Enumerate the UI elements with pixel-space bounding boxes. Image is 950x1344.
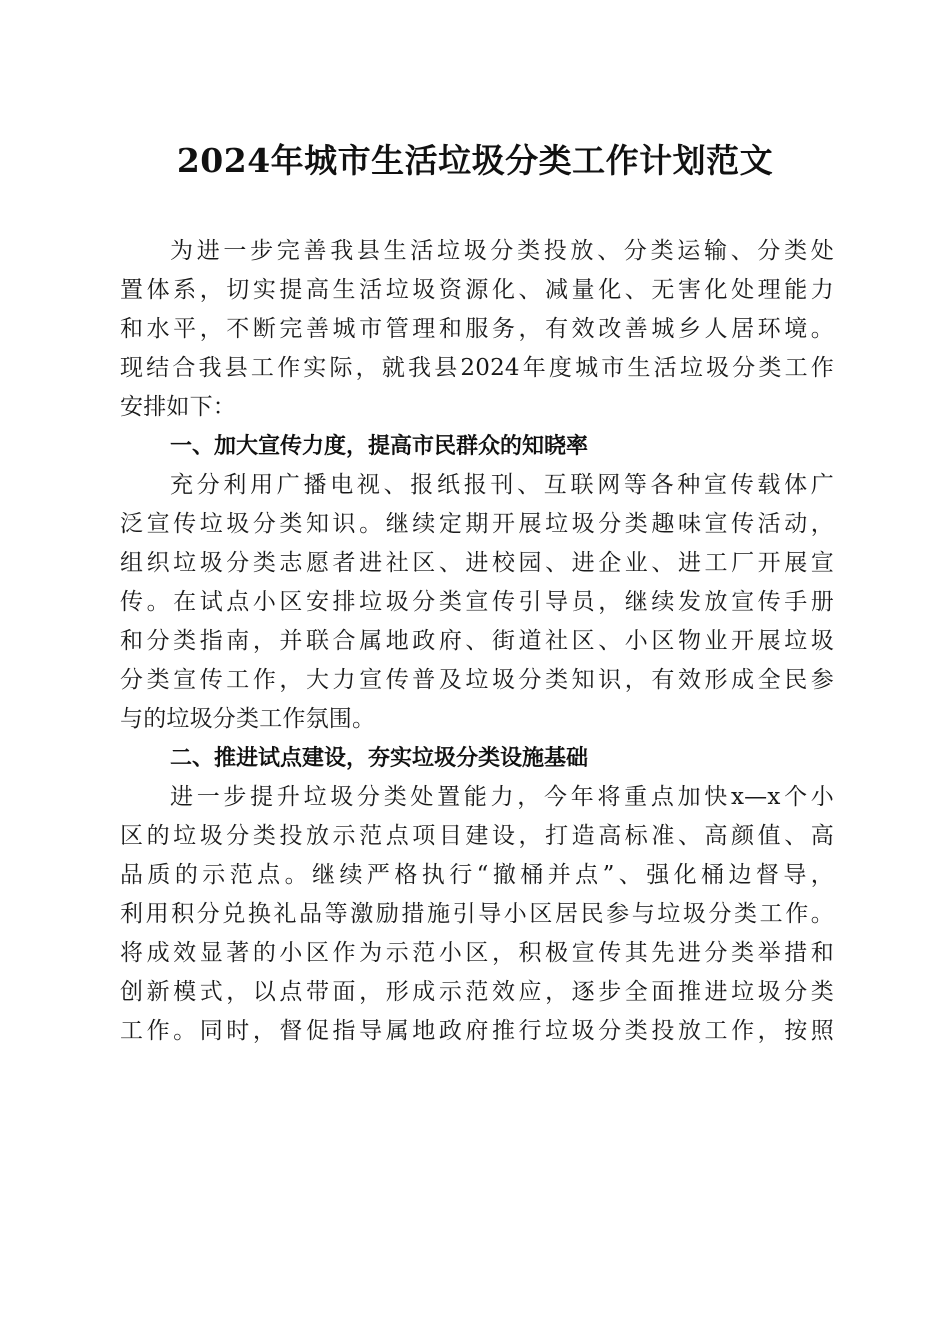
paragraph-line: 工作。同时，督促指导属地政府推行垃圾分类投放工作，按照 bbox=[120, 1018, 834, 1044]
paragraph-line: 品质的示范点。继续严格执行“撤桶并点”、强化桶边督导， bbox=[120, 862, 834, 888]
paragraph-line: 置体系，切实提高生活垃圾资源化、减量化、无害化处理能力 bbox=[120, 277, 834, 303]
section-heading-pilot: 二、推进试点建设，夯实垃圾分类设施基础 bbox=[170, 746, 589, 771]
paragraph-line: 进一步提升垃圾分类处置能力，今年将重点加快x—x个小 bbox=[170, 784, 834, 810]
paragraph-line: 现结合我县工作实际，就我县2024年度城市生活垃圾分类工作 bbox=[120, 355, 834, 381]
section-heading-publicity: 一、加大宣传力度，提高市民群众的知晓率 bbox=[170, 434, 589, 459]
paragraph-line: 与的垃圾分类工作氛围。 bbox=[120, 706, 376, 732]
paragraph-line: 组织垃圾分类志愿者进社区、进校园、进企业、进工厂开展宣 bbox=[120, 550, 834, 576]
paragraph-line: 和水平，不断完善城市管理和服务，有效改善城乡人居环境。 bbox=[120, 316, 834, 342]
document-body bbox=[120, 232, 834, 1051]
paragraph-line: 分类宣传工作，大力宣传普及垃圾分类知识，有效形成全民参 bbox=[120, 667, 834, 693]
section-paragraph-publicity bbox=[120, 466, 834, 739]
paragraph-line: 充分利用广播电视、报纸报刊、互联网等各种宣传载体广 bbox=[170, 472, 834, 498]
paragraph-line: 将成效显著的小区作为示范小区，积极宣传其先进分类举措和 bbox=[120, 940, 834, 966]
section-paragraph-pilot bbox=[120, 778, 834, 1051]
intro-paragraph bbox=[120, 232, 834, 427]
paragraph-line: 利用积分兑换礼品等激励措施引导小区居民参与垃圾分类工作。 bbox=[120, 901, 834, 927]
paragraph-line: 安排如下： bbox=[120, 394, 236, 420]
paragraph-line: 和分类指南，并联合属地政府、街道社区、小区物业开展垃圾 bbox=[120, 628, 834, 654]
paragraph-line: 传。在试点小区安排垃圾分类宣传引导员，继续发放宣传手册 bbox=[120, 589, 834, 615]
paragraph-line: 泛宣传垃圾分类知识。继续定期开展垃圾分类趣味宣传活动， bbox=[120, 511, 834, 537]
paragraph-line: 创新模式，以点带面，形成示范效应，逐步全面推进垃圾分类 bbox=[120, 979, 834, 1005]
paragraph-line: 为进一步完善我县生活垃圾分类投放、分类运输、分类处 bbox=[170, 238, 834, 264]
paragraph-line: 区的垃圾分类投放示范点项目建设，打造高标准、高颜值、高 bbox=[120, 823, 834, 849]
document-title: 2024年城市生活垃圾分类工作计划范文 bbox=[176, 141, 774, 180]
